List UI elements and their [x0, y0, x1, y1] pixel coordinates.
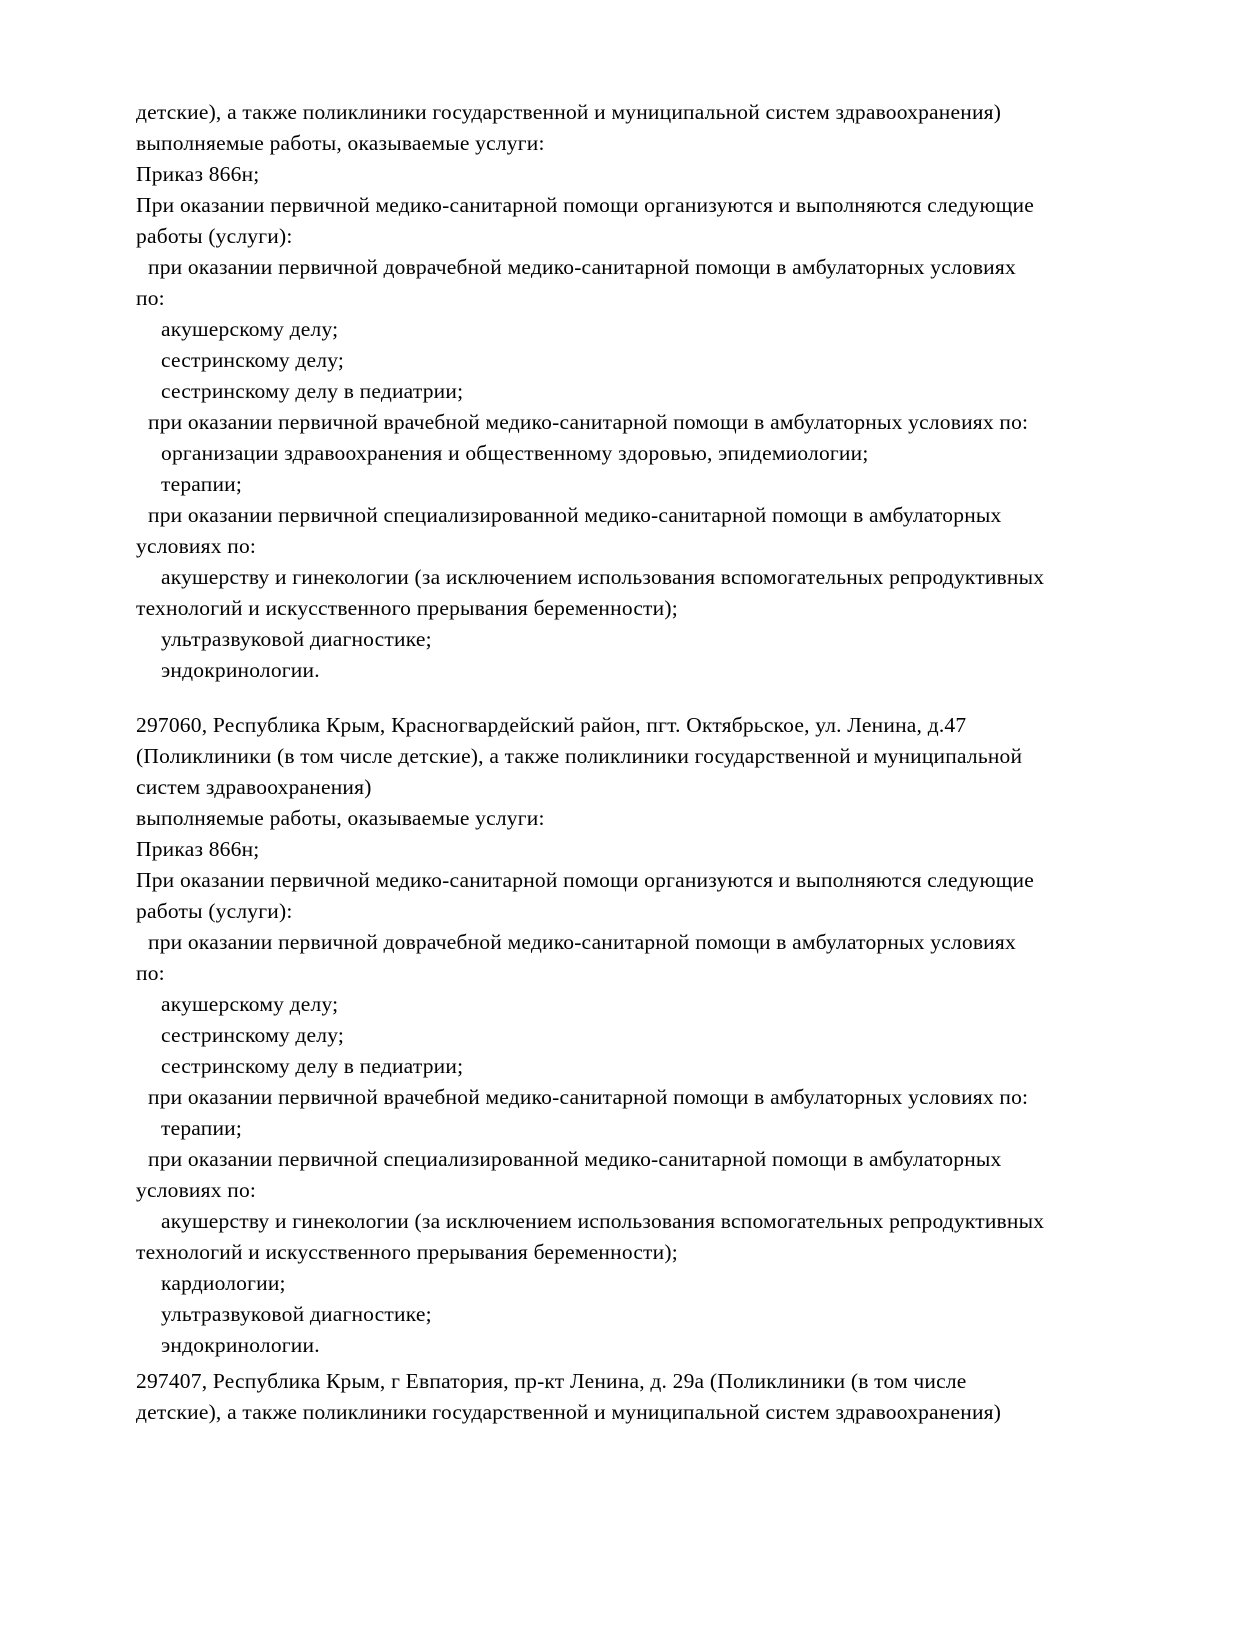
text-line: Приказ 866н;	[136, 837, 260, 861]
text-line: при оказании первичной специализированной медико-санитарной помощи в амбулаторных	[148, 1147, 1002, 1171]
text-line: систем здравоохранения)	[136, 775, 372, 799]
text-line: терапии;	[161, 472, 243, 496]
text-line: технологий и искусственного прерывания беременности);	[136, 596, 678, 620]
text-line: по:	[136, 286, 165, 310]
text-line: эндокринологии.	[161, 1333, 320, 1357]
text-line: при оказании первичной врачебной медико-санитарной помощи в амбулаторных условиях по:	[148, 1085, 1029, 1109]
text-line: 297060, Республика Крым, Красногвардейский район, пгт. Октябрьское, ул. Ленина, д.47	[136, 713, 967, 737]
text-line: акушерству и гинекологии (за исключением использования вспомогательных репродуктивных	[161, 1209, 1045, 1233]
text-line: кардиологии;	[161, 1271, 286, 1295]
text-line: условиях по:	[136, 534, 257, 558]
text-line: При оказании первичной медико-санитарной помощи организуются и выполняются следующие	[136, 193, 1034, 217]
text-line: при оказании первичной врачебной медико-санитарной помощи в амбулаторных условиях по:	[148, 410, 1029, 434]
text-line: ультразвуковой диагностике;	[161, 627, 432, 651]
text-line: ультразвуковой диагностике;	[161, 1302, 432, 1326]
text-line: эндокринологии.	[161, 658, 320, 682]
document-content	[136, 97, 1156, 1428]
text-line: сестринскому делу в педиатрии;	[161, 1054, 464, 1078]
text-line: детские), а также поликлиники государственной и муниципальной систем здравоохранения)	[136, 100, 1002, 124]
text-line: по:	[136, 961, 165, 985]
text-line: сестринскому делу;	[161, 348, 345, 372]
text-line: Приказ 866н;	[136, 162, 260, 186]
text-line: работы (услуги):	[136, 224, 293, 248]
text-line: выполняемые работы, оказываемые услуги:	[136, 131, 545, 155]
text-line: при оказании первичной доврачебной медико-санитарной помощи в амбулаторных условиях	[148, 930, 1016, 954]
text-line: 297407, Республика Крым, г Евпатория, пр-кт Ленина, д. 29а (Поликлиники (в том числе	[136, 1369, 967, 1393]
text-line: детские), а также поликлиники государственной и муниципальной систем здравоохранения)	[136, 1400, 1002, 1424]
text-line: сестринскому делу в педиатрии;	[161, 379, 464, 403]
document-section	[136, 710, 1156, 1361]
text-line: терапии;	[161, 1116, 243, 1140]
text-line: при оказании первичной доврачебной медико-санитарной помощи в амбулаторных условиях	[148, 255, 1016, 279]
text-line: сестринскому делу;	[161, 1023, 345, 1047]
text-line: (Поликлиники (в том числе детские), а также поликлиники государственной и муниципальной	[136, 744, 1023, 768]
text-line: акушерскому делу;	[161, 992, 339, 1016]
text-line: работы (услуги):	[136, 899, 293, 923]
text-line: при оказании первичной специализированной медико-санитарной помощи в амбулаторных	[148, 503, 1002, 527]
text-line: акушерскому делу;	[161, 317, 339, 341]
text-line: условиях по:	[136, 1178, 257, 1202]
text-line: При оказании первичной медико-санитарной помощи организуются и выполняются следующие	[136, 868, 1034, 892]
document-section	[136, 1366, 1156, 1428]
text-line: технологий и искусственного прерывания беременности);	[136, 1240, 678, 1264]
document-section	[136, 97, 1156, 686]
text-line: организации здравоохранения и общественному здоровью, эпидемиологии;	[161, 441, 869, 465]
text-line: выполняемые работы, оказываемые услуги:	[136, 806, 545, 830]
text-line: акушерству и гинекологии (за исключением использования вспомогательных репродуктивных	[161, 565, 1045, 589]
